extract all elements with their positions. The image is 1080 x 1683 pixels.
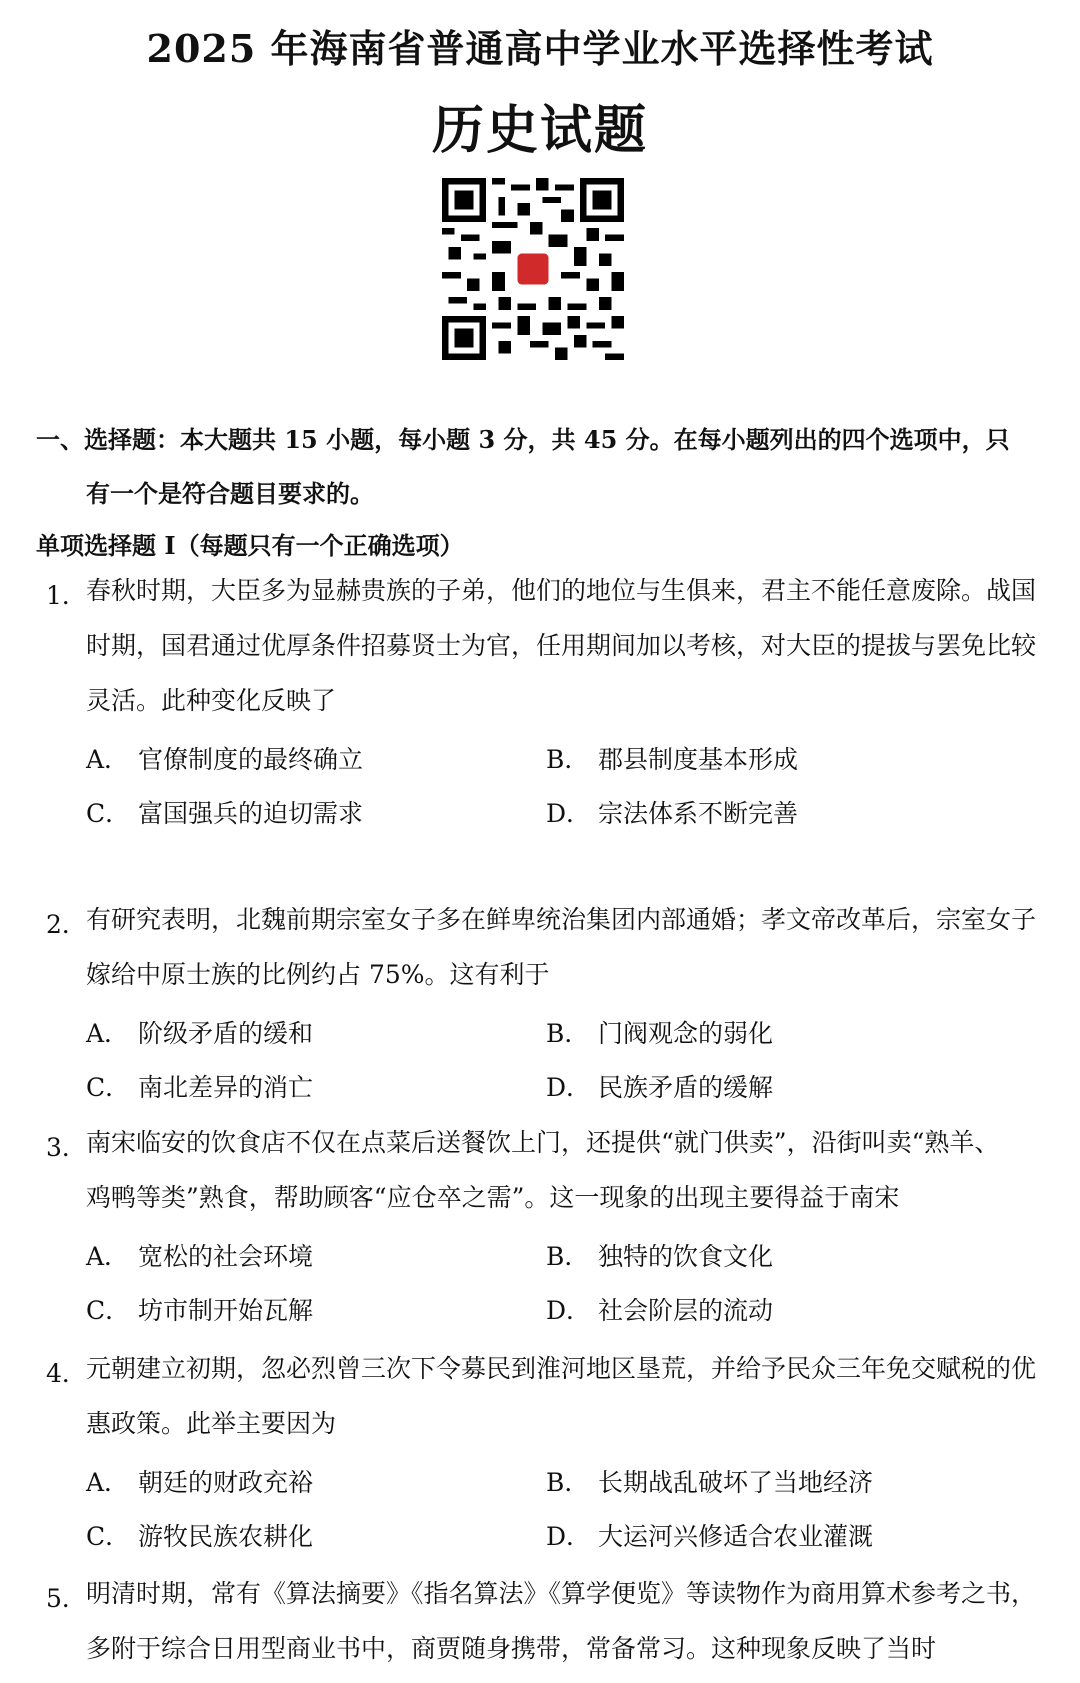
option-d[interactable]: [546, 794, 798, 830]
option-letter: D．: [546, 1522, 592, 1551]
option-text: 坊市制开始瓦解: [138, 1296, 314, 1325]
option-letter: C．: [86, 1073, 131, 1102]
option-text: 游牧民族农耕化: [138, 1522, 314, 1551]
option-text: 门阀观念的弱化: [598, 1019, 774, 1048]
option-text: 独特的饮食文化: [598, 1242, 774, 1271]
option-text: 宗法体系不断完善: [598, 799, 799, 828]
option-text: 社会阶层的流动: [598, 1296, 774, 1325]
question-number: 4．: [46, 1359, 87, 1388]
option-c[interactable]: [86, 1068, 313, 1104]
option-b[interactable]: [546, 1237, 773, 1273]
option-a[interactable]: [86, 1237, 313, 1273]
option-text: 民族矛盾的缓解: [598, 1073, 774, 1102]
section-subheading: 单项选择题 Ⅰ（每题只有一个正确选项）: [36, 531, 464, 560]
option-letter: C．: [86, 799, 131, 828]
option-text: 阶级矛盾的缓和: [138, 1019, 314, 1048]
option-c[interactable]: [86, 1517, 313, 1553]
option-a[interactable]: [86, 1014, 313, 1050]
option-letter: D．: [546, 1073, 592, 1102]
option-text: 南北差异的消亡: [138, 1073, 314, 1102]
option-d[interactable]: [546, 1291, 773, 1327]
question-text: 有研究表明，北魏前期宗室女子多在鲜卑统治集团内部通婚；孝文帝改革后，宗室女子: [86, 905, 1037, 934]
question-text: 多附于综合日用型商业书中，商贾随身携带，常备常习。这种现象反映了当时: [86, 1634, 937, 1663]
question-number: 5．: [46, 1584, 87, 1613]
option-c[interactable]: [86, 794, 363, 830]
exam-title: 2025 年海南省普通高中学业水平选择性考试: [146, 26, 934, 71]
option-d[interactable]: [546, 1068, 773, 1104]
section-heading-line1: 一、选择题：本大题共 15 小题，每小题 3 分，共 45 分。在每小题列出的四个选项中，只: [36, 425, 1010, 454]
qr-code-icon: [442, 178, 624, 360]
option-a[interactable]: [86, 740, 363, 776]
option-letter: A．: [86, 745, 130, 774]
option-text: 官僚制度的最终确立: [138, 745, 364, 774]
question-number: 1．: [46, 581, 87, 610]
question-number: 2．: [46, 910, 87, 939]
option-letter: C．: [86, 1296, 131, 1325]
option-d[interactable]: [546, 1517, 873, 1553]
option-text: 富国强兵的迫切需求: [138, 799, 364, 828]
question-text: 明清时期，常有《算法摘要》《指名算法》《算学便览》等读物作为商用算术参考之书，: [86, 1579, 1037, 1608]
option-c[interactable]: [86, 1291, 313, 1327]
option-text: 大运河兴修适合农业灌溉: [598, 1522, 874, 1551]
option-letter: D．: [546, 1296, 592, 1325]
option-b[interactable]: [546, 1463, 873, 1499]
option-text: 郡县制度基本形成: [598, 745, 799, 774]
option-letter: B．: [546, 1242, 590, 1271]
question-text: 灵活。此种变化反映了: [86, 686, 337, 715]
option-letter: A．: [86, 1468, 130, 1497]
option-text: 宽松的社会环境: [138, 1242, 314, 1271]
question-text: 春秋时期，大臣多为显赫贵族的子弟，他们的地位与生俱来，君主不能任意废除。战国: [86, 576, 1037, 605]
question-number: 3．: [46, 1133, 87, 1162]
question-text: 惠政策。此举主要因为: [86, 1409, 337, 1438]
question-text: 鸡鸭等类”熟食，帮助顾客“应仓卒之需”。这一现象的出现主要得益于南宋: [86, 1183, 900, 1212]
question-text: 嫁给中原士族的比例约占 75%。这有利于: [86, 960, 550, 989]
option-letter: D．: [546, 799, 592, 828]
option-letter: A．: [86, 1242, 130, 1271]
question-text: 元朝建立初期，忽必烈曾三次下令募民到淮河地区垦荒，并给予民众三年免交赋税的优: [86, 1354, 1037, 1383]
option-letter: B．: [546, 1468, 590, 1497]
option-letter: A．: [86, 1019, 130, 1048]
option-text: 朝廷的财政充裕: [138, 1468, 314, 1497]
option-b[interactable]: [546, 1014, 773, 1050]
option-letter: B．: [546, 1019, 590, 1048]
option-a[interactable]: [86, 1463, 313, 1499]
option-b[interactable]: [546, 740, 798, 776]
question-text: 时期，国君通过优厚条件招募贤士为官，任用期间加以考核，对大臣的提拔与罢免比较: [86, 631, 1037, 660]
section-heading-line2: 有一个是符合题目要求的。: [86, 479, 374, 508]
option-text: 长期战乱破坏了当地经济: [598, 1468, 874, 1497]
question-text: 南宋临安的饮食店不仅在点菜后送餐饮上门，还提供“就门供卖”，沿街叫卖“熟羊、: [86, 1128, 1000, 1157]
exam-subtitle: 历史试题: [431, 100, 648, 161]
option-letter: C．: [86, 1522, 131, 1551]
option-letter: B．: [546, 745, 590, 774]
